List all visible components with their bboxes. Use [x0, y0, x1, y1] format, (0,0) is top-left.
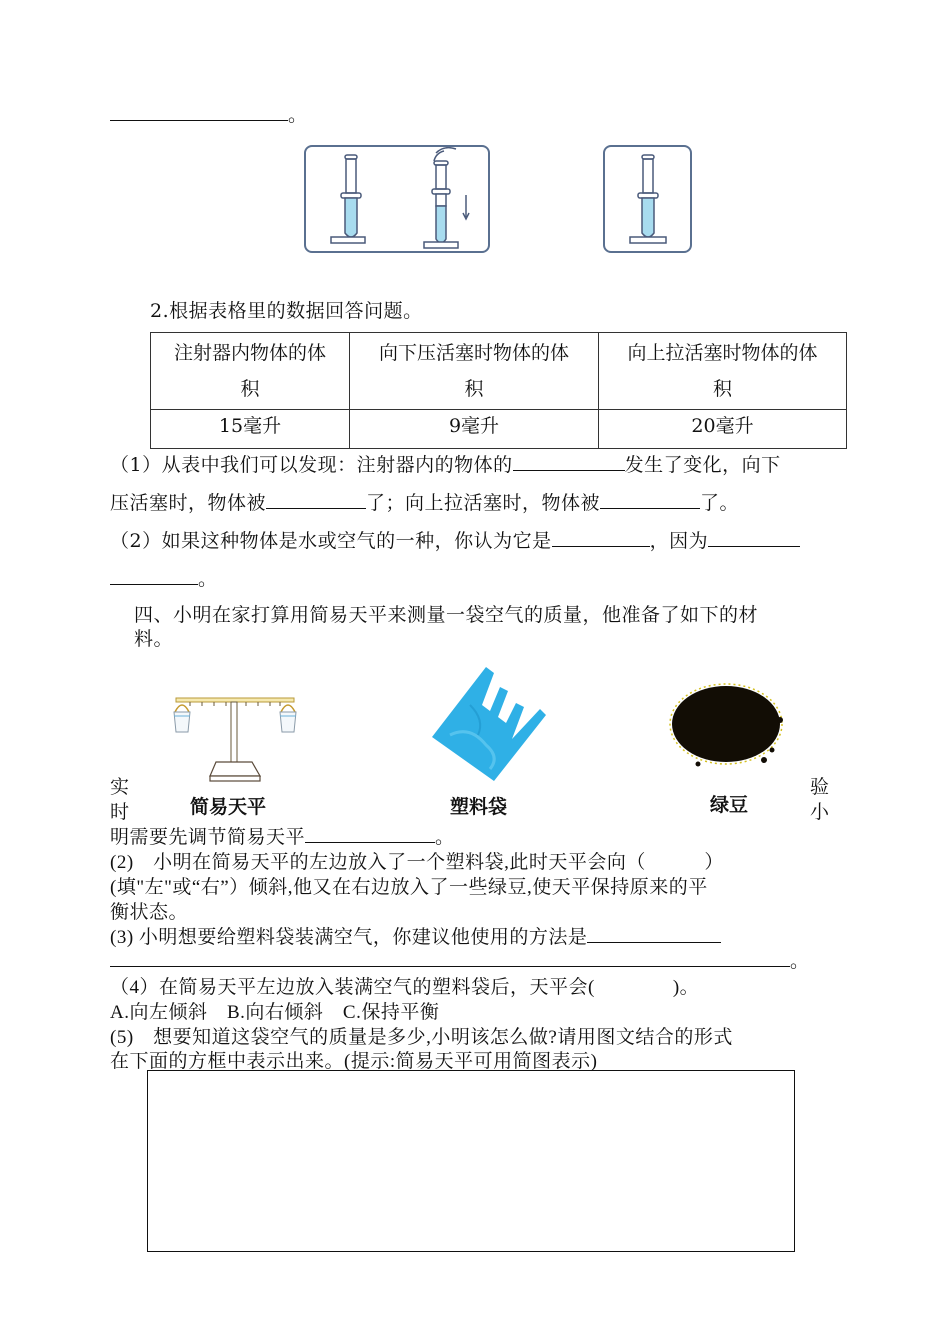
section-4-question-4-options: A.向左倾斜 B.向右倾斜 C.保持平衡 [110, 1002, 440, 1023]
answer-blank[interactable] [305, 824, 435, 843]
answer-blank[interactable] [587, 924, 721, 943]
section-4-title-line-2: 料。 [134, 628, 174, 650]
volume-data-table [150, 332, 847, 449]
answer-blank[interactable] [708, 528, 800, 547]
section-4-question-3-line-2: 。 [110, 946, 810, 973]
plastic-bag-icon [430, 665, 550, 785]
table-header-cell: 向下压活塞时物体的体 积 [350, 333, 599, 410]
section-4-title-line-1: 四、小明在家打算用简易天平来测量一袋空气的质量，他准备了如下的材 [134, 604, 759, 626]
material-label-bag: 塑料袋 [450, 796, 508, 818]
material-label-beans: 绿豆 [710, 794, 749, 816]
wrap-char-right-2: 小 [810, 801, 830, 823]
table-cell: 9毫升 [350, 410, 599, 449]
section-4-question-2-line-1: (2) 小明在简易天平的左边放入了一个塑料袋,此时天平会向（ ） [110, 852, 724, 873]
question-2-sub-2-line-1: （2）如果这种物体是水或空气的一种，你认为它是 ，因为 [110, 526, 800, 553]
previous-answer-line: 。 [110, 100, 308, 127]
syringe-figure-single [603, 145, 692, 253]
question-2-sub-1-line-2: 压活塞时，物体被 了；向上拉活塞时，物体被 了。 [110, 492, 740, 514]
table-header-cell: 注射器内物体的体 积 [151, 333, 350, 410]
wrap-char-left-1: 实 [110, 776, 130, 798]
syringe-result-illustration-icon [605, 147, 690, 251]
table-header-cell: 向上拉活塞时物体的体 积 [599, 333, 847, 410]
section-4-question-1: 明需要先调节简易天平 。 [110, 826, 455, 848]
material-label-balance: 简易天平 [190, 796, 267, 818]
question-2-sub-2-line-2: 。 [110, 564, 218, 591]
table-cell: 15毫升 [151, 410, 350, 449]
drawing-answer-box[interactable] [147, 1070, 795, 1252]
section-4-question-3-line-1: (3) 小明想要给塑料袋装满空气，你建议他使用的方法是 [110, 922, 721, 949]
section-4-question-2-line-3: 衡状态。 [110, 902, 189, 923]
plastic-bag-image [430, 665, 550, 785]
section-4-question-5-line-1: (5) 想要知道这袋空气的质量是多少,小明该怎么做?请用图文结合的形式 [110, 1027, 733, 1048]
balance-scale-icon [168, 690, 300, 785]
question-2-title: 2.根据表格里的数据回答问题。 [150, 300, 423, 322]
wrap-char-right-1: 验 [810, 776, 830, 798]
mung-beans-icon [668, 680, 792, 772]
syringe-figure-pair [304, 145, 490, 253]
answer-blank[interactable] [110, 102, 288, 121]
wrap-char-left-2: 时 [110, 801, 130, 823]
mung-beans-image [668, 680, 792, 772]
answer-blank[interactable] [513, 452, 625, 471]
table-cell: 20毫升 [599, 410, 847, 449]
answer-blank[interactable] [110, 566, 198, 585]
section-4-question-4: （4）在简易天平左边放入装满空气的塑料袋后，天平会( )。 [110, 977, 700, 998]
question-2-sub-1-line-1: （1）从表中我们可以发现：注射器内的物体的 发生了变化，向下 [110, 454, 781, 476]
section-4-question-2-line-2: (填"左"或“右”）倾斜,他又在右边放入了一些绿豆,使天平保持原来的平 [110, 877, 708, 898]
answer-blank[interactable] [266, 490, 366, 509]
answer-blank[interactable] [110, 948, 790, 967]
answer-blank[interactable] [600, 490, 700, 509]
syringe-press-illustration-icon [306, 147, 488, 251]
balance-scale-image [168, 690, 300, 785]
section-4-question-5-line-2: 在下面的方框中表示出来。(提示:简易天平可用简图表示) [110, 1051, 598, 1072]
answer-blank[interactable] [552, 528, 650, 547]
